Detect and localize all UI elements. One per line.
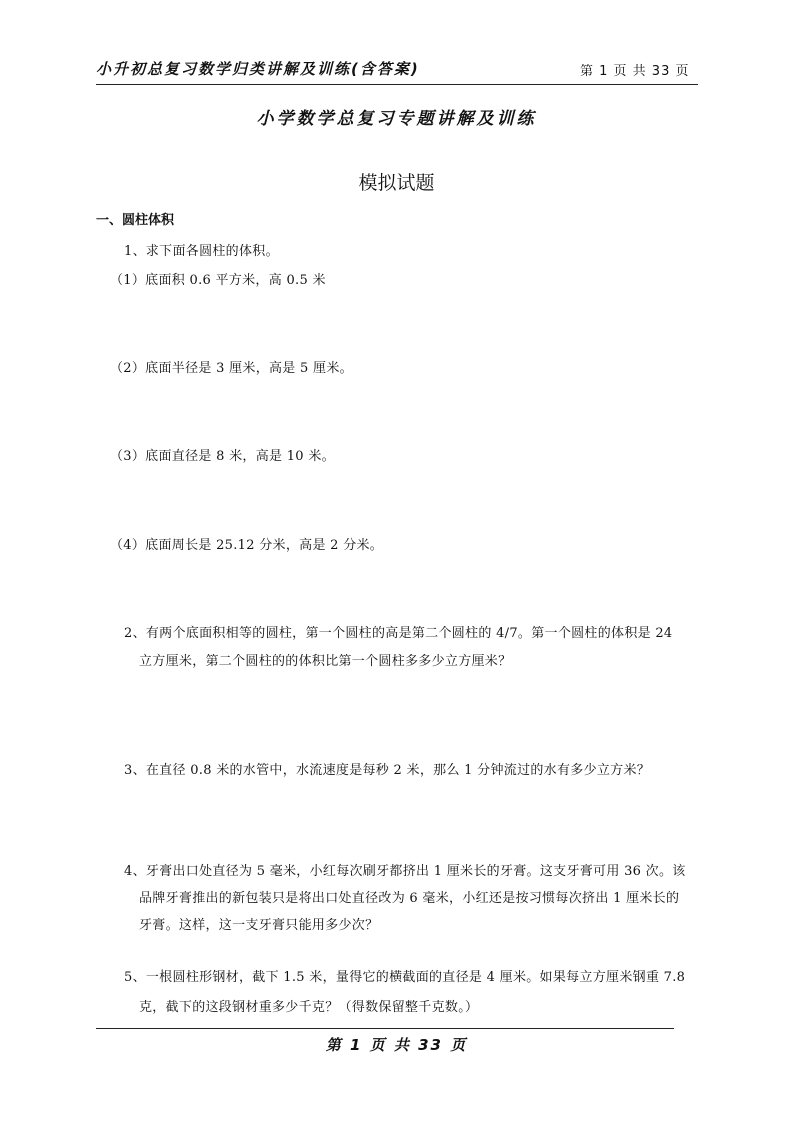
question-1-part-2: （2）底面半径是 3 厘米，高是 5 厘米。 — [110, 361, 353, 376]
footer-page-info: 第 1 页 共 33 页 — [325, 1036, 468, 1054]
header-rule — [96, 84, 698, 85]
question-3: 3、在直径 0.8 米的水管中，水流速度是每秒 2 米，那么 1 分钟流过的水有多少立方米？ — [124, 763, 651, 778]
question-1-intro: 1、求下面各圆柱的体积。 — [124, 244, 279, 259]
question-2-line-2: 立方厘米，第二个圆柱的的体积比第一个圆柱多多少立方厘米？ — [139, 654, 512, 669]
question-1-part-3: （3）底面直径是 8 米，高是 10 米。 — [110, 449, 335, 464]
header-page-info: 第 1 页 共 33 页 — [580, 64, 690, 79]
question-5-line-2: 克，截下的这段钢材重多少千克？（得数保留整千克数。） — [139, 1000, 479, 1015]
document-title: 小学数学总复习专题讲解及训练 — [256, 109, 537, 129]
header-title: 小升初总复习数学归类讲解及训练(含答案) — [96, 60, 420, 78]
document-subtitle: 模拟试题 — [358, 172, 435, 194]
question-1-part-4: （4）底面周长是 25.12 分米，高是 2 分米。 — [110, 538, 384, 553]
question-1-part-1: （1）底面积 0.6 平方米，高 0.5 米 — [110, 273, 326, 288]
question-4-line-2: 品牌牙膏推出的新包装只是将出口处直径改为 6 毫米，小红还是按习惯每次挤出 1 厘米长的 — [139, 891, 680, 906]
question-5-line-1: 5、一根圆柱形钢材，截下 1.5 米，量得它的横截面的直径是 4 厘米。如果每立方厘米钢重 7.8 — [124, 970, 686, 985]
footer-rule — [96, 1028, 674, 1029]
question-4-line-3: 牙膏。这样，这一支牙膏只能用多少次？ — [139, 918, 379, 933]
question-4-line-1: 4、牙膏出口处直径为 5 毫米，小红每次刷牙都挤出 1 厘米长的牙膏。这支牙膏可用 36 次。该 — [124, 864, 686, 879]
question-2-line-1: 2、有两个底面积相等的圆柱，第一个圆柱的高是第二个圆柱的 4/7。第一个圆柱的体积是 24 — [124, 626, 673, 641]
section-heading: 一、圆柱体积 — [96, 213, 175, 228]
